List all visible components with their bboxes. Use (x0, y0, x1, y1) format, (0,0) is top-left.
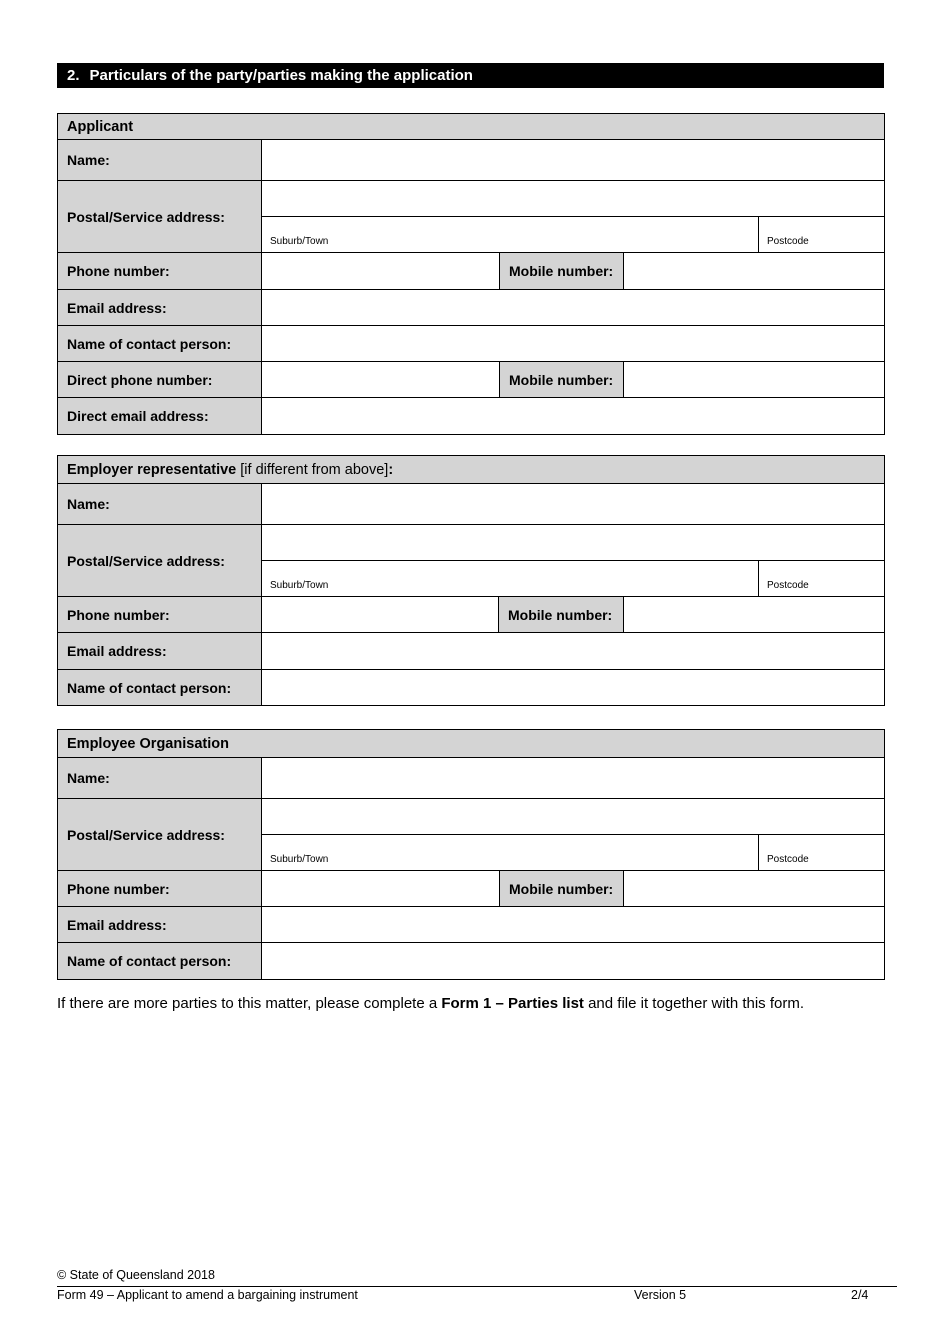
employee-org-address-field[interactable] (262, 799, 885, 835)
applicant-email-field[interactable] (262, 290, 885, 326)
applicant-phone-field[interactable] (262, 253, 500, 290)
employer-rep-table (57, 455, 885, 706)
footer-copyright: © State of Queensland 2018 (57, 1268, 215, 1282)
employee-org-title: Employee Organisation (58, 730, 885, 758)
employee-org-postal-label: Postal/Service address: (58, 799, 262, 871)
employer-rep-suburb-field[interactable]: Suburb/Town (262, 561, 759, 597)
applicant-name-label: Name: (58, 140, 262, 181)
employee-org-suburb-field[interactable]: Suburb/Town (262, 835, 759, 871)
employee-org-name-field[interactable] (262, 758, 885, 799)
employer-rep-contact-label: Name of contact person: (58, 670, 262, 706)
note-prefix: If there are more parties to this matter, please complete a (57, 995, 442, 1012)
employer-rep-name-field[interactable] (262, 484, 885, 525)
applicant-direct-phone-label: Direct phone number: (58, 362, 262, 398)
employer-rep-title (58, 456, 885, 484)
applicant-postal-label: Postal/Service address: (58, 181, 262, 253)
footer-divider (57, 1286, 897, 1287)
employer-rep-title-text: Employer representative (67, 461, 237, 478)
employer-rep-contact-field[interactable] (262, 670, 885, 706)
employee-org-email-field[interactable] (262, 907, 885, 943)
applicant-contact-label: Name of contact person: (58, 326, 262, 362)
employee-org-postcode-field[interactable]: Postcode (759, 835, 885, 871)
employer-rep-phone-label: Phone number: (58, 597, 262, 633)
applicant-postcode-field[interactable]: Postcode (759, 217, 885, 253)
applicant-name-field[interactable] (262, 140, 885, 181)
employer-rep-email-label: Email address: (58, 633, 262, 670)
applicant-address-field[interactable] (262, 181, 885, 217)
applicant-direct-email-label: Direct email address: (58, 398, 262, 435)
employer-rep-postal-label: Postal/Service address: (58, 525, 262, 597)
applicant-table (57, 113, 885, 435)
employer-rep-phone-field[interactable] (262, 597, 499, 633)
employer-rep-title-colon: : (388, 461, 394, 478)
employee-org-email-label: Email address: (58, 907, 262, 943)
applicant-direct-mobile-label: Mobile number: (500, 362, 624, 398)
employer-rep-mobile-field[interactable] (624, 597, 885, 633)
employee-org-name-label: Name: (58, 758, 262, 799)
employee-org-phone-label: Phone number: (58, 871, 262, 907)
applicant-contact-field[interactable] (262, 326, 885, 362)
parties-list-form-ref: Form 1 – Parties list (441, 995, 584, 1012)
employee-org-contact-label: Name of contact person: (58, 943, 262, 980)
employee-org-table (57, 729, 885, 980)
applicant-direct-mobile-field[interactable] (624, 362, 885, 398)
employee-org-phone-field[interactable] (262, 871, 500, 907)
section-number: 2. (67, 67, 80, 84)
applicant-suburb-field[interactable]: Suburb/Town (262, 217, 759, 253)
note-suffix: and file it together with this form. (583, 995, 805, 1012)
applicant-title: Applicant (58, 114, 885, 140)
section-title: Particulars of the party/parties making the application (89, 67, 473, 84)
more-parties-note (57, 995, 804, 1012)
employer-rep-email-field[interactable] (262, 633, 885, 670)
employer-rep-mobile-label: Mobile number: (499, 597, 624, 633)
employer-rep-address-field[interactable] (262, 525, 885, 561)
applicant-phone-label: Phone number: (58, 253, 262, 290)
applicant-direct-email-field[interactable] (262, 398, 885, 435)
employer-rep-name-label: Name: (58, 484, 262, 525)
employee-org-mobile-label: Mobile number: (500, 871, 624, 907)
section-header (57, 63, 884, 88)
footer-form-name: Form 49 – Applicant to amend a bargaining instrument (57, 1288, 358, 1302)
employee-org-contact-field[interactable] (262, 943, 885, 980)
applicant-mobile-label: Mobile number: (500, 253, 624, 290)
applicant-email-label: Email address: (58, 290, 262, 326)
employer-rep-title-note: [if different from above] (240, 461, 389, 478)
applicant-mobile-field[interactable] (624, 253, 885, 290)
employee-org-mobile-field[interactable] (624, 871, 885, 907)
applicant-direct-phone-field[interactable] (262, 362, 500, 398)
footer-version: Version 5 (634, 1288, 687, 1302)
employer-rep-postcode-field[interactable]: Postcode (759, 561, 885, 597)
footer-page-number: 2/4 (851, 1288, 869, 1302)
